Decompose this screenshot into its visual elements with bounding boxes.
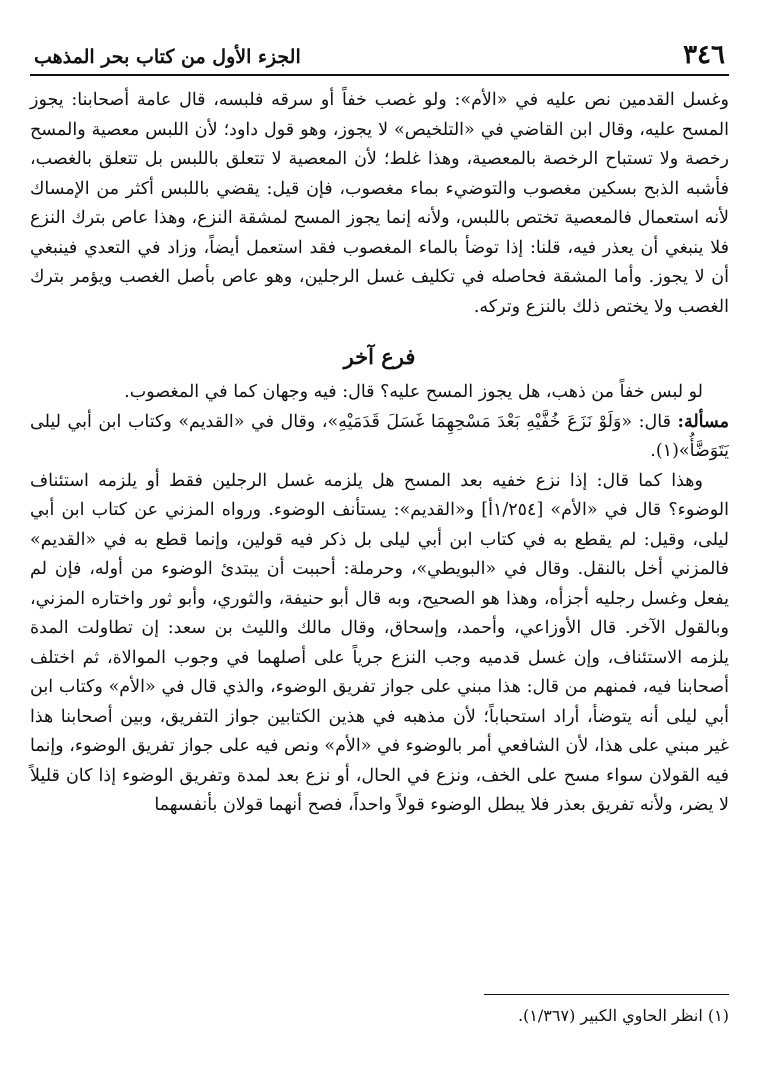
running-title: الجزء الأول من كتاب بحر المذهب bbox=[34, 46, 301, 68]
page-number: ٣٤٦ bbox=[683, 40, 725, 70]
issue-paragraph bbox=[30, 408, 729, 467]
section-heading: فرع آخر bbox=[343, 344, 416, 369]
page-header bbox=[30, 38, 729, 76]
paragraph: لو لبس خفاً من ذهب، هل يجوز المسح عليه؟ قال: فيه وجهان كما في المغصوب. bbox=[124, 382, 703, 402]
main-text bbox=[30, 86, 729, 821]
paragraph: وغسل القدمين نص عليه في «الأم»: ولو غصب خفاً أو سرقه فلبسه، قال عامة أصحابنا: يجوز المسح عليه، وقال ابن القاضي في «التلخيص» لا يجوز، وهو قول داود؛ لأن اللبس معصية والمسح رخصة ولا تستباح الرخصة بالمعصية، وهذا غلط؛ لأن المعصية لا تتعلق باللبس بل تتعلق بالغصب، فأشبه الذبح بسكين مغصوب والتوضيء بماء مغصوب، فإن قيل: يقضي باللبس أكثر من الإمساك لأنه استعمال فالمعصية تختص باللبس، ولأنه إنما يجوز المسح لمشقة النزع، وهذا عاص بترك النزع فلا ينبغي أن يعذر فيه، قلنا: إذا توضأ بالماء المغصوب فقد استعمل أيضاً، وزاد في التعدي فينبغي أن لا يجوز. وأما المشقة فحاصله في تكليف غسل الرجلين، وهو عاص بأصل الغصب ويؤمر بترك الغصب ولا يختص ذلك بالنزع وتركه. bbox=[30, 90, 729, 317]
issue-text: قال: «وَلَوْ نَزَعَ خُفَّيْهِ بَعْدَ مَسْحِهِمَا غَسَلَ قَدَمَيْهِ»، وقال في «القديم» وكتاب ابن أبي ليلى يَتَوَضَّأُ»(١). bbox=[30, 411, 729, 461]
issue-label: مسألة: bbox=[677, 411, 729, 432]
footnote: (١) انظر الحاوي الكبير (١/٣٦٧). bbox=[517, 1006, 729, 1025]
footnote-divider bbox=[484, 994, 729, 995]
paragraph: وهذا كما قال: إذا نزع خفيه بعد المسح هل يلزمه غسل الرجلين فقط أو يلزمه استئناف الوضوء؟ قال في «الأم» [١/٢٥٤أ] و«القديم»: يستأنف الوضوء. ورواه المزني عن كتاب ابن أبي ليلى، وقيل: لم يقطع به في كتاب ابن أبي ليلى بل ذكر فيه قولين، وإنما قطع به في «القديم» فالمزني أخل بالنقل. وقال في «البويطي»، وحرملة: أحببت أن يبتدئ الوضوء من أوله، فإن لم يفعل وغسل رجليه أجزأه، وهذا هو الصحيح، وبه قال أبو حنيفة، والثوري، وأبو ثور واختاره المزني، وبالقول الآخر. قال الأوزاعي، وأحمد، وإسحاق، وقال مالك والليث بن سعد: إن تطاولت المدة يلزمه الاستئناف، وإن غسل قدميه وجب النزع جرياً على أصلهما في وجوب الموالاة، ثم اختلف أصحابنا فيه، فمنهم من قال: هذا مبني على جواز تفريق الوضوء، والذي قال في «الأم» وكتاب ابن أبي ليلى أنه يتوضأ، أراد استحباباً؛ لأن مذهبه في هذين الكتابين جواز التفريق، وبين أصحابنا هذا غير مبني على هذا، لأن الشافعي أمر بالوضوء في «الأم» ونص فيه على جواز تفريق الوضوء، وإنما فيه القولان سواء مسح على الخف، ونزع في الحال، أو نزع بعد لمدة وتفريق الوضوء إذا كان قليلاً لا يضر، ولأنه تفريق بعذر فلا يبطل الوضوء قولاً واحداً، فصح أنهما قولان بأنفسهما bbox=[30, 470, 729, 815]
